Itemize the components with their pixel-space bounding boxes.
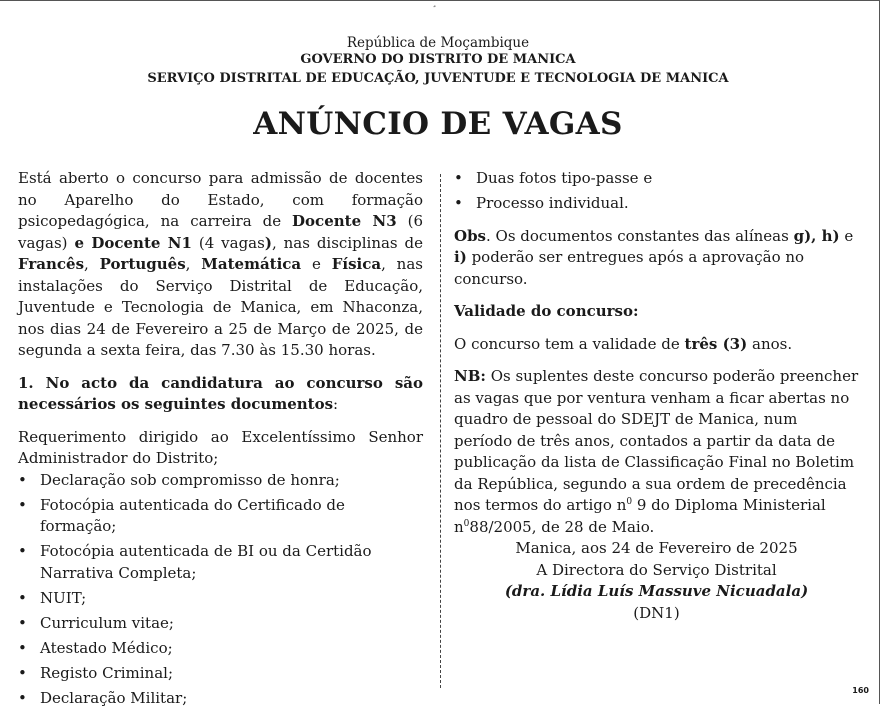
nb-text: Os suplentes deste concurso poderão preencher as vagas que por ventura venham a ficar abertas no quadro de pessoal do SDEJT de Manica, num período de três anos, contados a partir da data de publicação da lista de Classificação Final no Boletim da República, segundo a sua ordem de precedência nos termos do artigo n: [454, 367, 859, 514]
docente-n3: Docente N3: [292, 212, 397, 230]
validity-duration: três (3): [684, 334, 748, 353]
list-item: • Declaração Militar;: [18, 688, 423, 710]
subject-frances: Francês: [18, 255, 85, 273]
director-title: A Directora do Serviço Distrital: [536, 560, 777, 579]
validity-heading: [454, 301, 859, 323]
list-item: • NUIT;: [18, 588, 423, 610]
list-item: • Atestado Médico;: [18, 638, 423, 660]
list-item: • Duas fotos tipo-passe e: [454, 168, 859, 190]
intro-text: , nas instalações do Serviço Distrital de Educação, Juventude e Tecnologia de Manica, em Nhaconza, nos dias 24 de Fevereiro a 25 de Março de 2025, de segunda a sexta feira, das 7.30 às 15.30 horas.: [18, 255, 423, 359]
subject-portugues: Português: [99, 255, 186, 273]
intro-paren: ): [264, 233, 272, 252]
top-mark: ¸: [432, 0, 437, 8]
nb-superscript: 0: [463, 518, 470, 529]
intro-text: e: [301, 255, 332, 273]
obs-text: e: [839, 226, 854, 245]
section1-heading: [18, 373, 423, 416]
docente-n1: Docente N1: [83, 233, 192, 252]
header-government: GOVERNO DO DISTRITO DE MANICA: [300, 52, 576, 67]
section1-colon: :: [333, 395, 339, 413]
intro-text: (4 vagas: [191, 233, 265, 252]
validity-heading-text: Validade do concurso:: [454, 302, 639, 320]
obs-items: i): [454, 248, 467, 266]
intro-text: Está aberto o concurso para admissão de docentes no Aparelho do Estado, com formação psicopedagógica, na carreira de: [18, 169, 423, 230]
page-title: ANÚNCIO DE VAGAS: [253, 106, 623, 142]
validity-paragraph: [454, 334, 859, 356]
intro-text: (6 vagas): [18, 212, 424, 252]
intro-comma: ,: [185, 255, 202, 273]
nb-text: 9 do Diploma Ministerial n: [454, 496, 826, 536]
section1-heading-text: 1. No acto da candidatura ao concurso são necessários os seguintes documentos: [18, 373, 423, 413]
intro-comma: ,: [84, 255, 100, 273]
right-column: [454, 168, 859, 624]
section1-request: Requerimento dirigido ao Excelentíssimo Senhor Administrador do Distrito;: [18, 427, 423, 467]
nb-text: 88/2005, de 28 de Maio.: [469, 517, 655, 536]
list-item: • Processo individual.: [454, 193, 859, 215]
validity-text: anos.: [747, 334, 793, 353]
list-item: • Fotocópia autenticada de BI ou da Certidão Narrativa Completa;: [18, 541, 423, 584]
document-code: (DN1): [633, 603, 680, 622]
intro-text: , nas disciplinas de: [271, 233, 424, 252]
list-item: • Fotocópia autenticada do Certificado de formação;: [18, 495, 423, 538]
subject-matematica: Matemática: [201, 255, 302, 273]
header-republic: República de Moçambique: [346, 35, 530, 51]
nb-paragraph: [454, 366, 859, 538]
nb-superscript: 0: [626, 497, 633, 507]
obs-label: Obs: [454, 226, 486, 245]
obs-items: g), h): [793, 226, 840, 245]
nb-label: NB:: [454, 367, 486, 385]
validity-text: O concurso tem a validade de: [454, 334, 685, 353]
signature-name: (dra. Lídia Luís Massuve Nicuadala): [504, 582, 809, 600]
subject-fisica: Física: [331, 255, 382, 273]
documents-list-continued: [454, 168, 859, 215]
documents-list: [18, 470, 423, 710]
place-date: Manica, aos 24 de Fevereiro de 2025: [515, 539, 798, 557]
list-item: • Curriculum vitae;: [18, 613, 423, 635]
obs-paragraph: [454, 226, 859, 291]
list-item: • Declaração sob compromisso de honra;: [18, 470, 423, 492]
column-divider: [440, 174, 441, 688]
list-item: • Registo Criminal;: [18, 663, 423, 685]
header-service: SERVIÇO DISTRITAL DE EDUCAÇÃO, JUVENTUDE E TECNOLOGIA DE MANICA: [147, 71, 729, 86]
obs-text: . Os documentos constantes das alíneas: [486, 226, 794, 245]
obs-text: poderão ser entregues após a aprovação no concurso.: [454, 248, 805, 288]
page-number: 160: [852, 686, 869, 695]
intro-e: e: [74, 233, 84, 252]
left-column: [18, 168, 423, 713]
intro-paragraph: [18, 168, 423, 362]
